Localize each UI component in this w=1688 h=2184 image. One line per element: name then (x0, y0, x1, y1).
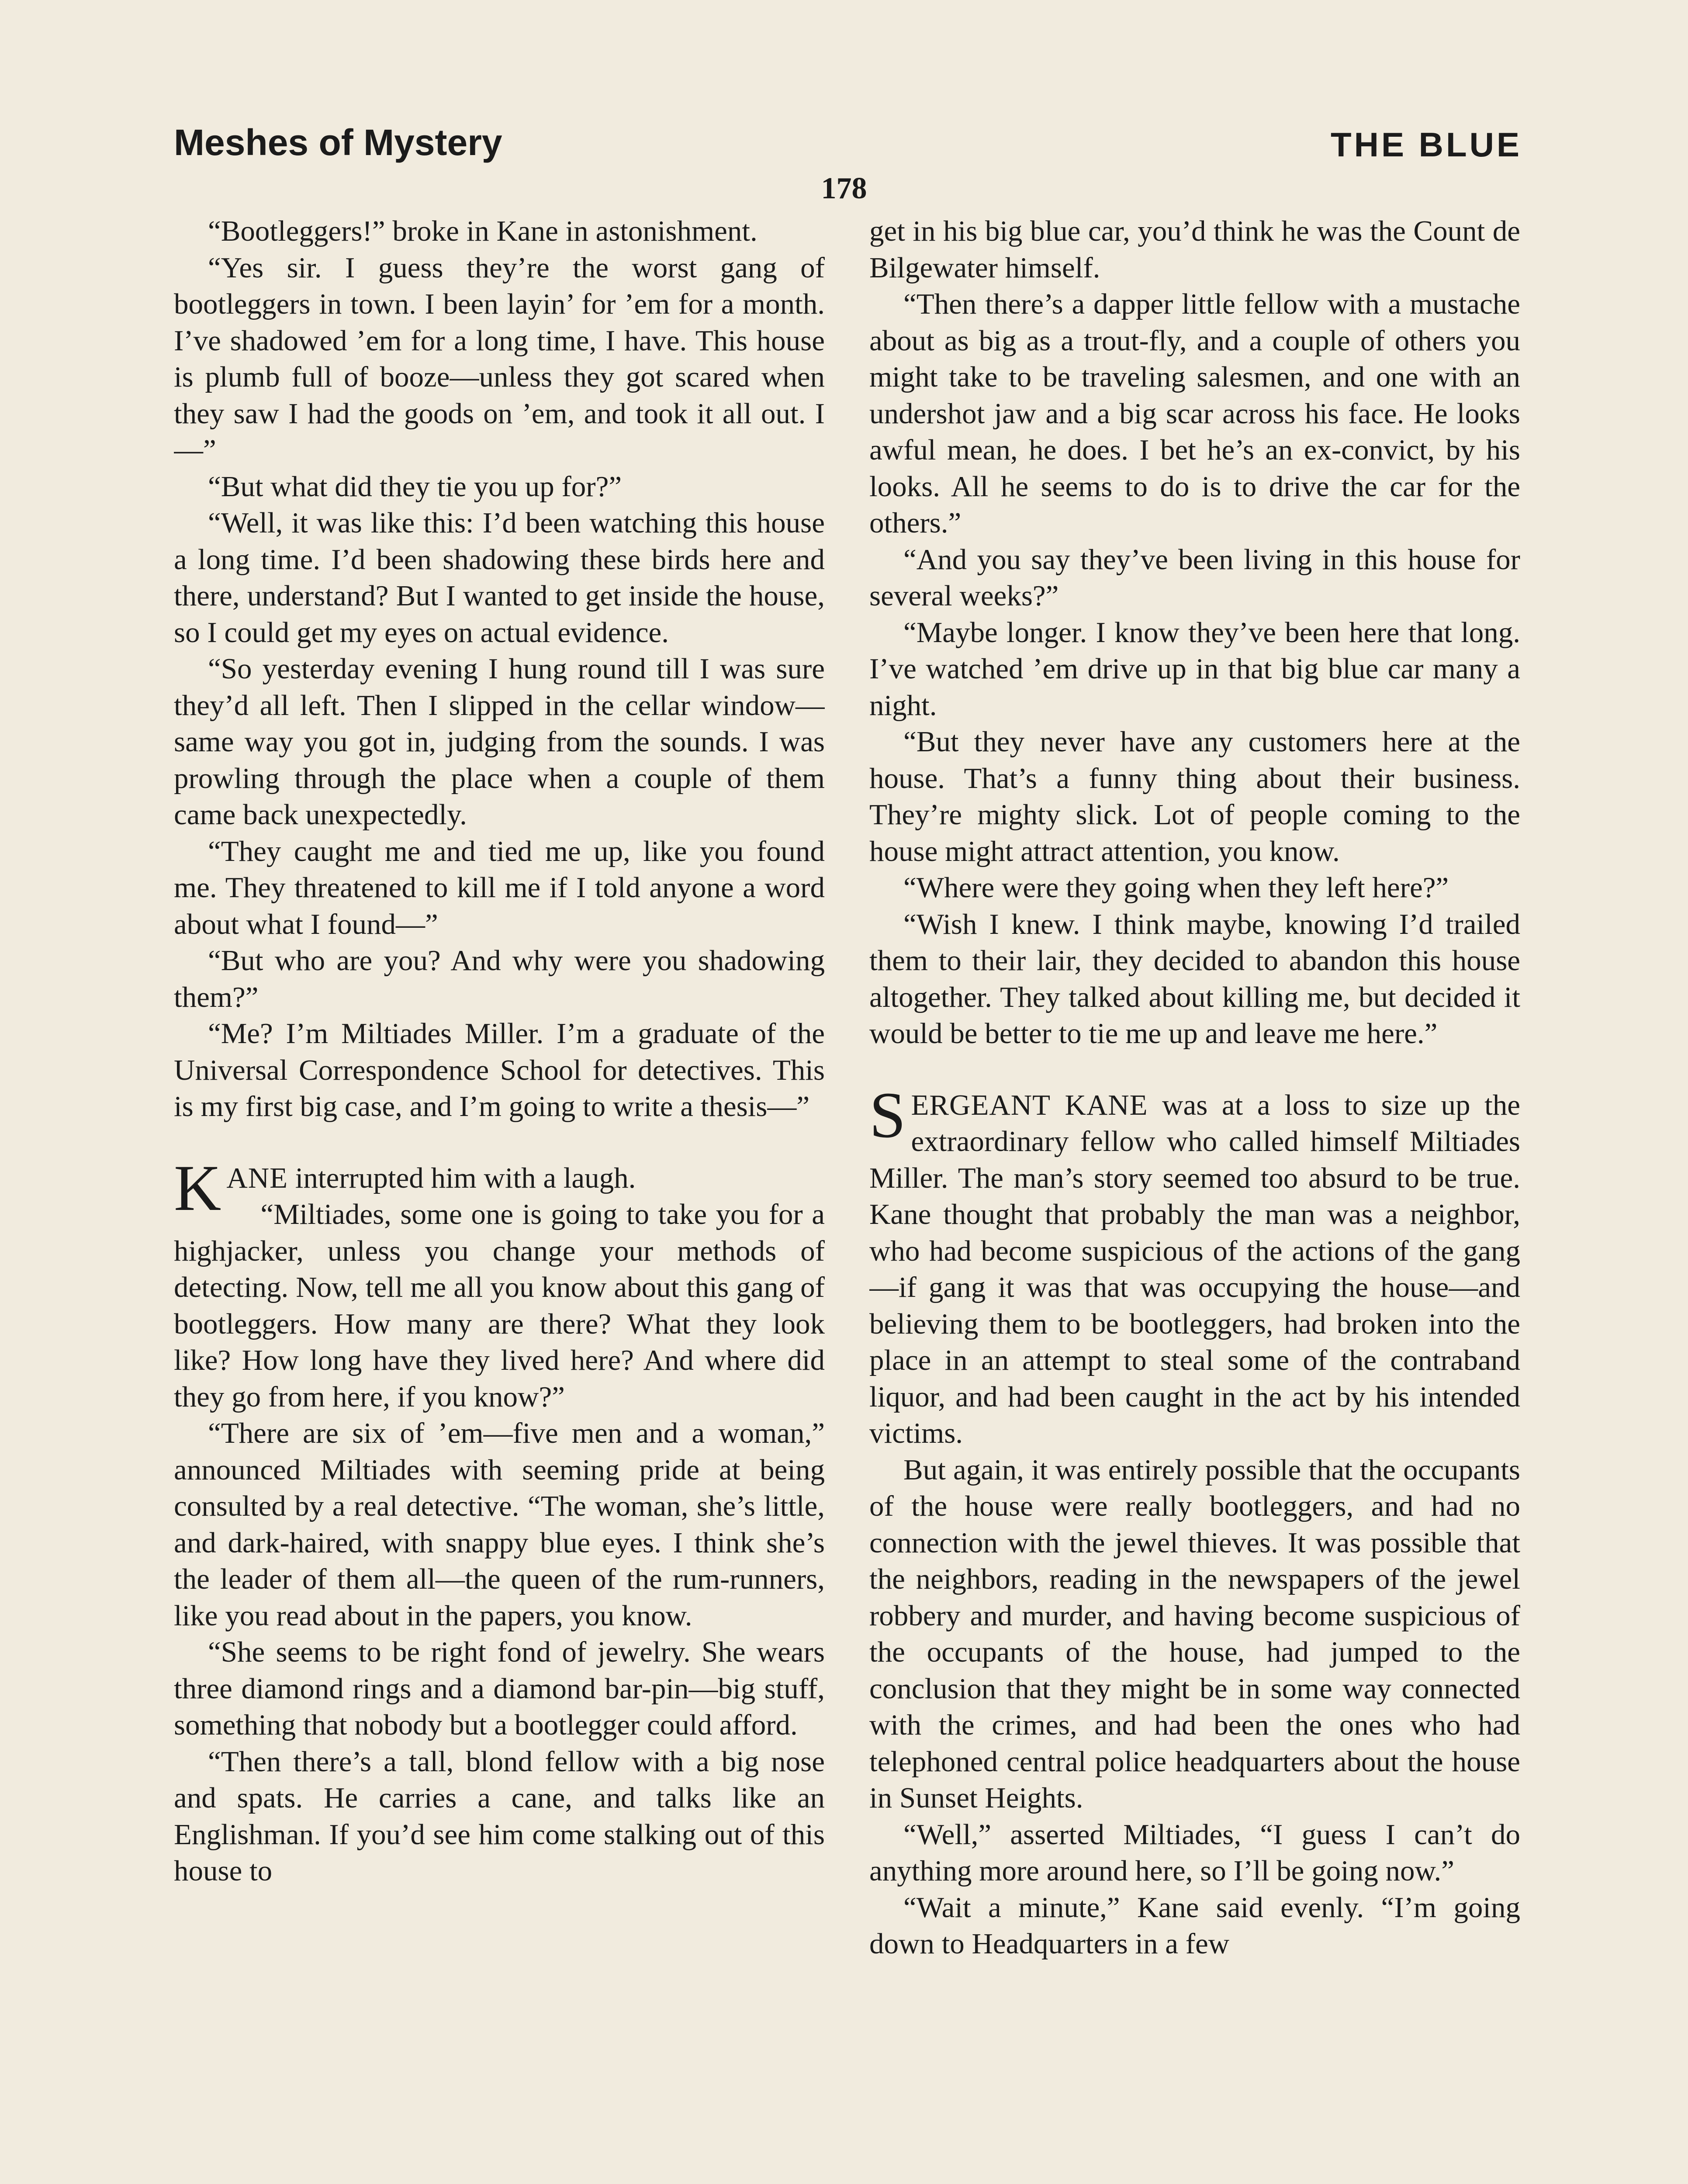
paragraph: “So yesterday evening I hung round till I was sure they’d all left. Then I slipped in the cellar window—same way you got in, judging from the sounds. I was prowling through the place when a couple of them came back unexpectedly. (174, 653, 825, 831)
paragraph: “Bootleggers!” broke in Kane in astonishment. (208, 215, 758, 247)
paragraph: “Me? I’m Miltiades Miller. I’m a graduate of the Universal Correspondence School for detectives. This is my first big case, and I’m going to write a thesis—” (174, 1017, 825, 1123)
paragraph: “Where were they going when they left here?” (903, 871, 1449, 904)
paragraph: “There are six of ’em—five men and a woman,” announced Miltiades with seeming pride at being consulted by a real detective. “The woman, she’s little, and dark-haired, with snappy blue eyes. I think she’s the leader of them all—the queen of the rum-runners, like you read about in the papers, you know. (174, 1417, 825, 1632)
paragraph: “Yes sir. I guess they’re the worst gang of bootleggers in town. I been layin’ for ’em for a month. I’ve shadowed ’em for a long time, I have. This house is plumb full of booze—unless they got scared when they saw I had the goods on ’em, and took it all out. I—” (174, 251, 825, 466)
page-number: 178 (821, 172, 867, 205)
paragraph: “And you say they’ve been living in this house for several weeks?” (869, 543, 1520, 612)
lead-in: ERGEANT KANE (911, 1089, 1148, 1121)
drop-cap: S (869, 1078, 906, 1151)
section-opening-paragraph (174, 1151, 825, 1224)
paragraph: “Maybe longer. I know they’ve been here that long. I’ve watched ’em drive up in that big blue car many a night. (869, 616, 1520, 722)
paragraph: “But who are you? And why were you shadowing them?” (174, 944, 825, 1013)
drop-cap: K (174, 1151, 221, 1224)
paragraph: “Well, it was like this: I’d been watching this house a long time. I’d been shadowing these birds here and there, understand? But I wanted to get inside the house, so I could get my eyes on actual evidence. (174, 507, 825, 649)
section-opening-paragraph (869, 1078, 1520, 1452)
paragraph: But again, it was entirely possible that the occupants of the house were really bootleggers, and had no connection with the jewel thieves. It was possible that the neighbors, reading in the newspapers of the jewel robbery and murder, and having become suspicious of the occupants of the house, had jumped to the conclusion that they might be in some way connected with the crimes, and had been the ones who had telephoned central police headquarters about the house in Sunset Heights. (869, 1453, 1520, 1814)
paragraph: “She seems to be right fond of jewelry. She wears three diamond rings and a diamond bar-pin—big stuff, something that nobody but a bootlegger could afford. (174, 1636, 825, 1741)
paragraph: “But they never have any customers here at the house. That’s a funny thing about their business. They’re mighty slick. Lot of people coming to the house might attract attention, you know. (869, 726, 1520, 867)
paragraph-text: interrupted him with a laugh. (288, 1161, 636, 1194)
magazine-name: THE BLUE (1331, 125, 1522, 164)
paragraph-text: was at a loss to size up the extraordinary fellow who called himself Miltiades Miller. The man’s story seemed too absurd to be true. Kane thought that probably the man was a neighbor, who had become suspicious of the actions of the gang—if gang it was that was occupying the house—and believing them to be bootleggers, had broken into the place in an attempt to steal some of the contraband liquor, and had been caught in the act by his intended victims. (869, 1089, 1520, 1449)
paragraph: “Wish I knew. I think maybe, knowing I’d trailed them to their lair, they decided to abandon this house altogether. They talked about killing me, but decided it would be better to tie me up and leave me here.” (869, 908, 1520, 1050)
paragraph: “But what did they tie you up for?” (208, 470, 622, 503)
paragraph: “Then there’s a dapper little fellow with a mustache about as big as a trout-fly, and a couple of others you might take to be traveling salesmen, and one with an undershot jaw and a big scar across his face. He looks awful mean, he does. I bet he’s an ex-convict, by his looks. All he seems to do is to drive the car for the others.” (869, 288, 1520, 539)
right-column (869, 213, 1520, 2184)
paragraph: “Then there’s a tall, blond fellow with a big nose and spats. He carries a cane, and talks like an Englishman. If you’d see him come stalking out of this house to (174, 1745, 825, 1887)
paragraph: “Well,” asserted Miltiades, “I guess I can’t do anything more around here, so I’ll be going now.” (869, 1818, 1520, 1887)
paragraph: “Miltiades, some one is going to take you for a highjacker, unless you change your methods of detecting. Now, tell me all you know about this gang of bootleggers. How many are there? What they look like? How long have they lived here? And where did they go from here, if you know?” (174, 1198, 825, 1413)
left-column (174, 213, 825, 2184)
paragraph: “They caught me and tied me up, like you found me. They threatened to kill me if I told anyone a word about what I found—” (174, 835, 825, 940)
paragraph: “Wait a minute,” Kane said evenly. “I’m going down to Headquarters in a few (869, 1891, 1520, 1960)
paragraph-continued: get in his big blue car, you’d think he was the Count de Bilgewater himself. (869, 215, 1520, 284)
lead-in: ANE (226, 1161, 288, 1194)
running-title: Meshes of Mystery (174, 122, 502, 163)
